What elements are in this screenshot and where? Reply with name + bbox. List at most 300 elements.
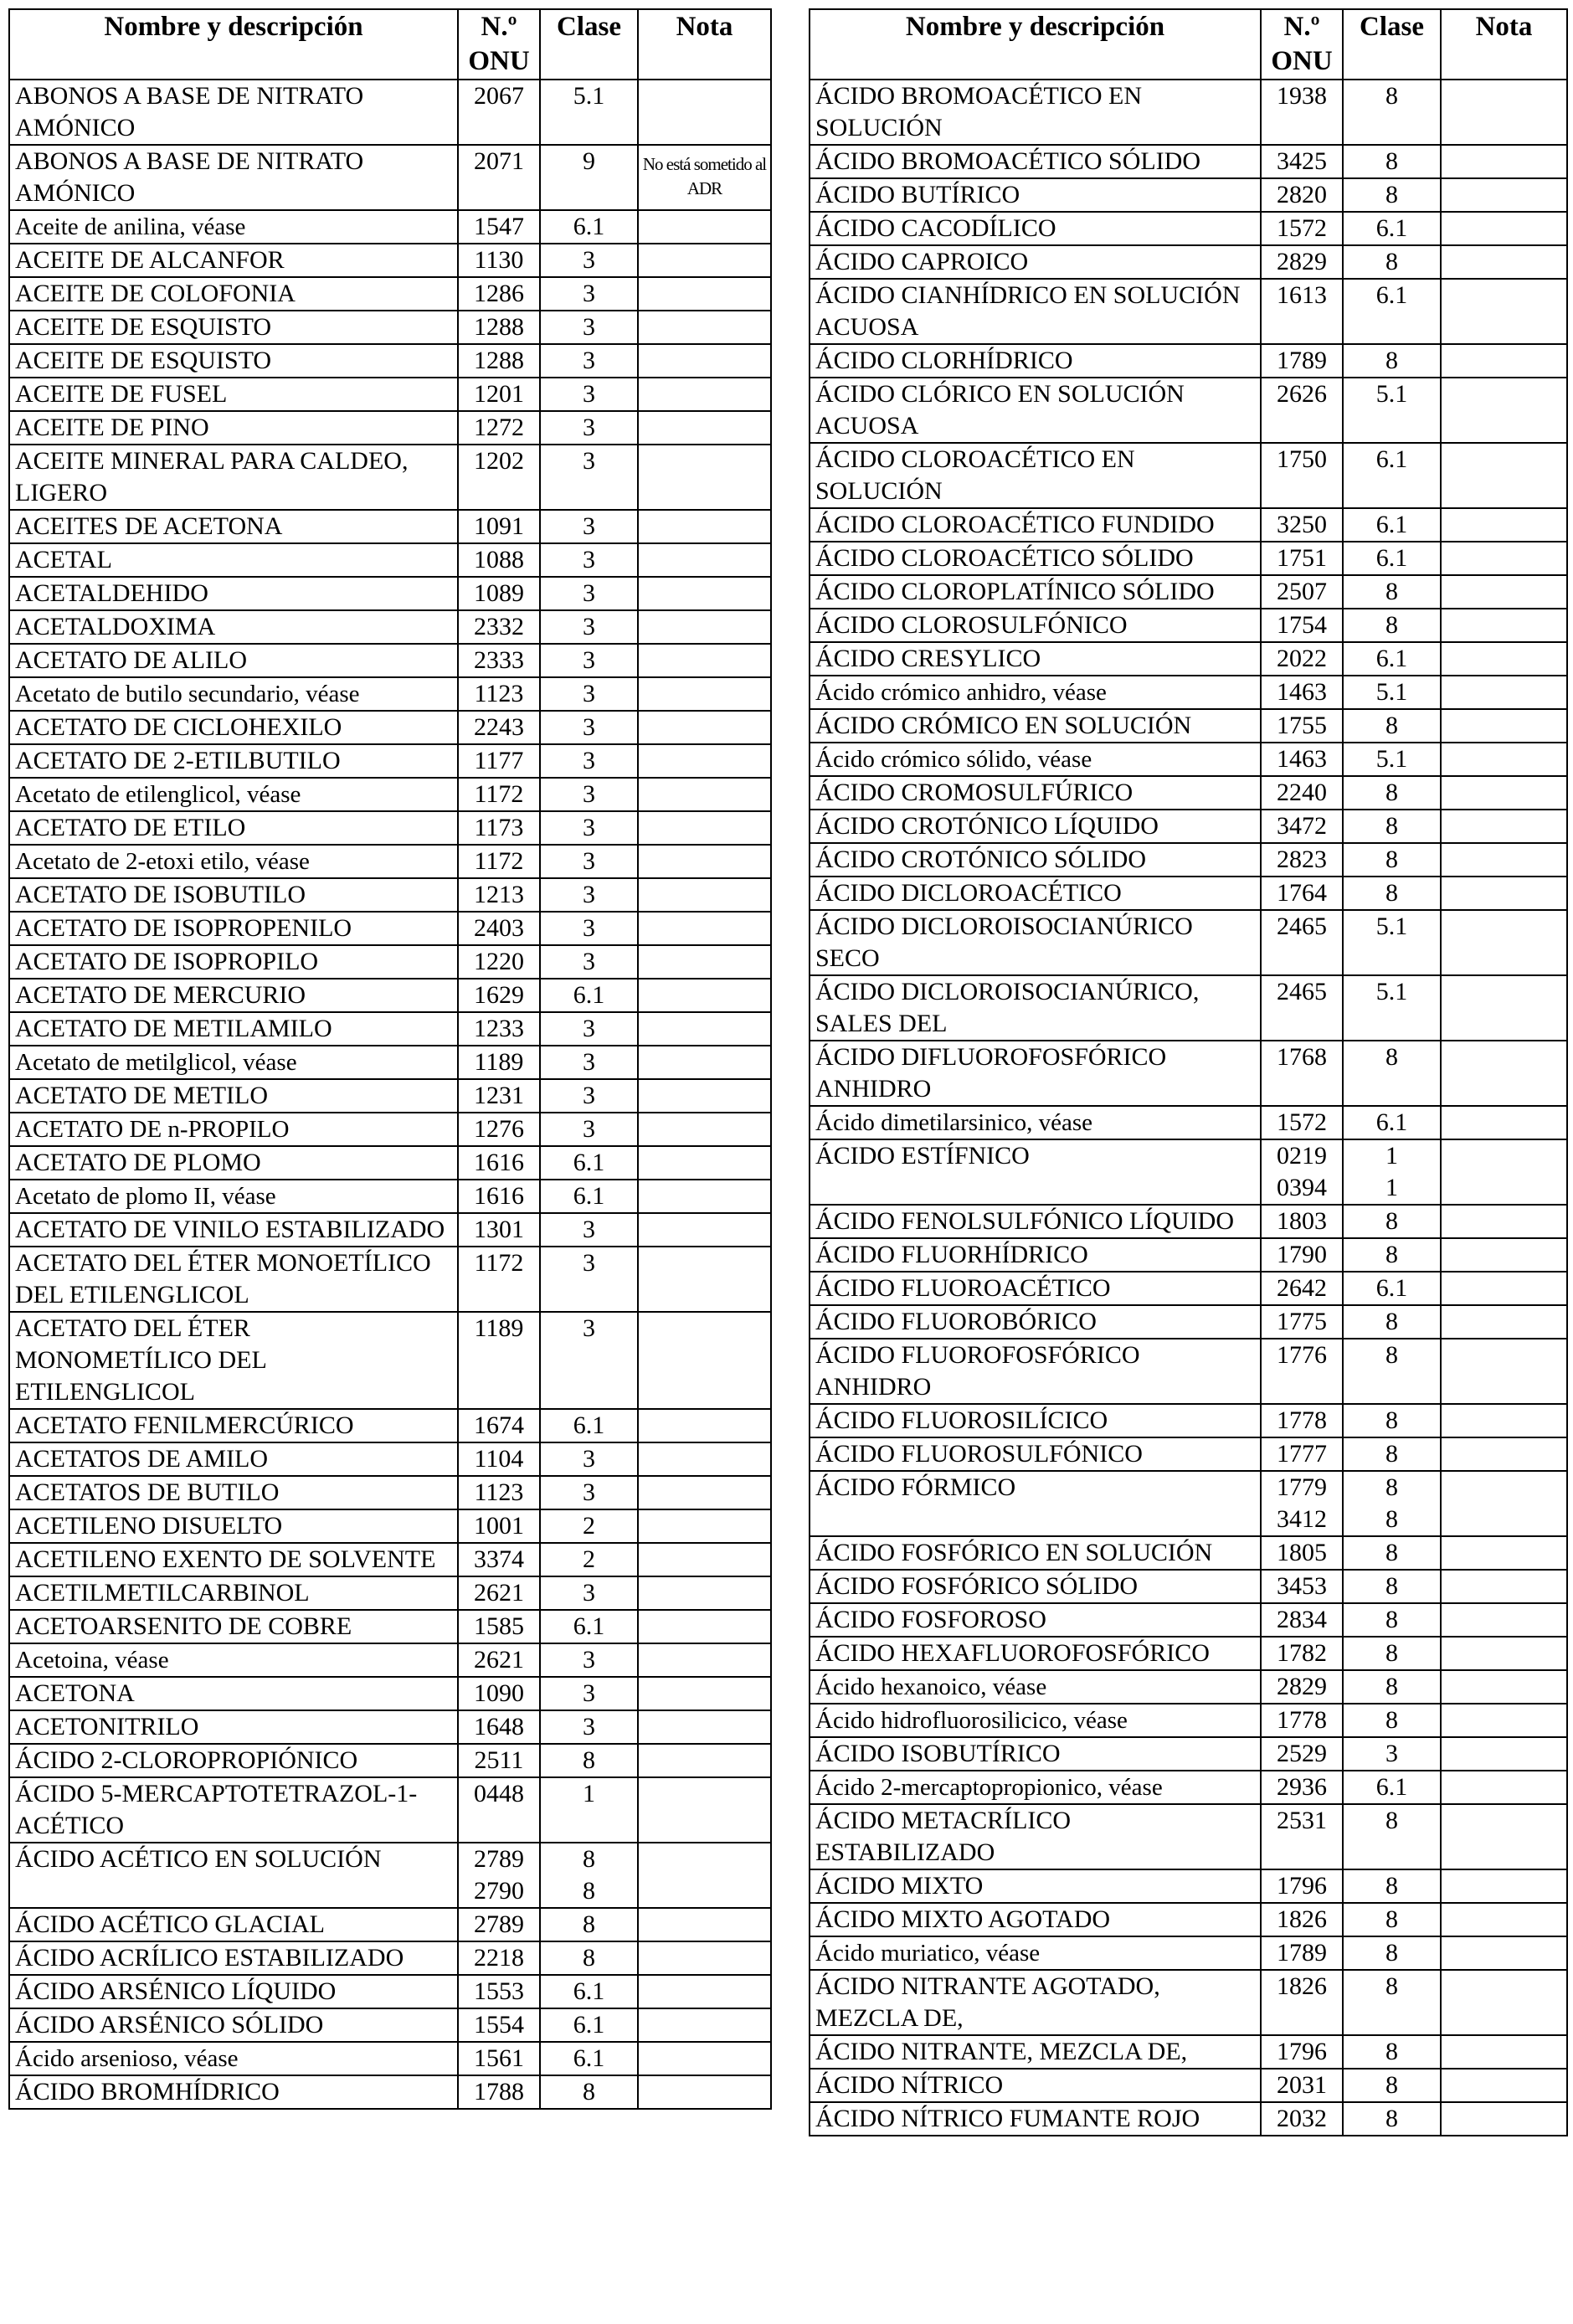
cell-onu: 1130	[458, 244, 540, 277]
table-row	[9, 1442, 771, 1476]
cell-name: ÁCIDO CLOROACÉTICO FUNDIDO	[810, 508, 1261, 542]
table-row	[9, 744, 771, 778]
cell-clase: 6.1	[540, 2042, 638, 2075]
cell-nota	[1441, 279, 1567, 344]
cell-clase: 3	[540, 411, 638, 445]
cell-name: Ácido dimetilarsinico, véase	[810, 1106, 1261, 1139]
header-nota: Nota	[1441, 9, 1567, 80]
cell-name: ÁCIDO CROMOSULFÚRICO	[810, 776, 1261, 810]
cell-name: ACETILMETILCARBINOL	[9, 1576, 458, 1610]
cell-nota	[638, 344, 771, 378]
cell-name: ÁCIDO METACRÍLICO ESTABILIZADO	[810, 1804, 1261, 1869]
cell-onu: 2332	[458, 610, 540, 644]
left-table	[8, 8, 772, 2110]
table-row	[810, 2035, 1567, 2069]
cell-clase: 6.1	[1343, 212, 1441, 245]
cell-clase: 6.1	[540, 1409, 638, 1442]
cell-name: ACETALDEHIDO	[9, 577, 458, 610]
cell-onu: 2511	[458, 1744, 540, 1777]
cell-name: Ácido crómico anhidro, véase	[810, 676, 1261, 709]
cell-clase: 3	[540, 677, 638, 711]
table-row	[9, 577, 771, 610]
cell-onu: 1172	[458, 1247, 540, 1312]
cell-onu: 1768	[1261, 1041, 1343, 1106]
cell-onu: 1201	[458, 378, 540, 411]
cell-onu: 1561	[458, 2042, 540, 2075]
cell-onu: 1272	[458, 411, 540, 445]
cell-name: ACETATO DE METILAMILO	[9, 1012, 458, 1046]
cell-onu: 1755	[1261, 709, 1343, 743]
table-row	[810, 776, 1567, 810]
table-row	[9, 244, 771, 277]
cell-name: ACEITES DE ACETONA	[9, 510, 458, 543]
table-row	[9, 1012, 771, 1046]
cell-nota	[1441, 1041, 1567, 1106]
table-row	[9, 1476, 771, 1509]
cell-name: ÁCIDO MIXTO AGOTADO	[810, 1903, 1261, 1936]
cell-name: ACEITE DE PINO	[9, 411, 458, 445]
cell-name: Ácido hexanoico, véase	[810, 1670, 1261, 1704]
cell-clase: 8	[1343, 344, 1441, 378]
cell-name: ÁCIDO CIANHÍDRICO EN SOLUCIÓN ACUOSA	[810, 279, 1261, 344]
cell-nota	[1441, 1205, 1567, 1238]
cell-nota	[1441, 609, 1567, 642]
cell-nota	[638, 1677, 771, 1710]
cell-nota	[638, 1509, 771, 1543]
cell-onu: 1803	[1261, 1205, 1343, 1238]
cell-clase: 3	[540, 1476, 638, 1509]
cell-nota	[638, 1247, 771, 1312]
table-row	[9, 1576, 771, 1610]
cell-onu: 1776	[1261, 1339, 1343, 1404]
header-name: Nombre y descripción	[810, 9, 1261, 80]
cell-nota	[638, 1312, 771, 1409]
cell-name: ACETATOS DE BUTILO	[9, 1476, 458, 1509]
cell-clase: 1	[540, 1777, 638, 1843]
cell-clase: 3	[540, 912, 638, 945]
cell-clase: 3	[540, 1312, 638, 1409]
cell-nota	[638, 1941, 771, 1975]
cell-onu: 3472	[1261, 810, 1343, 843]
cell-clase: 1 1	[1343, 1139, 1441, 1205]
table-row	[9, 2075, 771, 2109]
table-row	[810, 1536, 1567, 1570]
cell-clase: 6.1	[1343, 443, 1441, 508]
table-row	[9, 1543, 771, 1576]
cell-onu: 1463	[1261, 743, 1343, 776]
cell-name: ÁCIDO CAPROICO	[810, 245, 1261, 279]
cell-nota	[1441, 743, 1567, 776]
cell-name: ÁCIDO FLUORHÍDRICO	[810, 1238, 1261, 1272]
cell-nota	[1441, 1903, 1567, 1936]
cell-name: ABONOS A BASE DE NITRATO AMÓNICO	[9, 80, 458, 145]
cell-nota	[1441, 2102, 1567, 2136]
table-row	[810, 279, 1567, 344]
cell-clase: 3	[540, 1213, 638, 1247]
cell-onu: 1463	[1261, 676, 1343, 709]
cell-onu: 1288	[458, 344, 540, 378]
table-row	[9, 277, 771, 311]
cell-onu: 1553	[458, 1975, 540, 2008]
cell-clase: 3	[540, 577, 638, 610]
cell-onu: 3453	[1261, 1570, 1343, 1603]
cell-nota	[1441, 178, 1567, 212]
cell-clase: 6.1	[1343, 279, 1441, 344]
cell-onu: 2531	[1261, 1804, 1343, 1869]
table-row	[810, 642, 1567, 676]
table-row	[810, 2069, 1567, 2102]
cell-nota	[638, 811, 771, 845]
table-row	[9, 1247, 771, 1312]
cell-clase: 3	[540, 711, 638, 744]
cell-nota	[638, 1146, 771, 1180]
cell-onu: 1613	[1261, 279, 1343, 344]
table-row	[810, 2102, 1567, 2136]
cell-name: ÁCIDO FLUOROSILÍCICO	[810, 1404, 1261, 1437]
table-row	[810, 877, 1567, 910]
cell-onu: 2071	[458, 145, 540, 210]
cell-clase: 8	[540, 1744, 638, 1777]
cell-name: ACETATO DE PLOMO	[9, 1146, 458, 1180]
cell-nota	[638, 2075, 771, 2109]
cell-clase: 3	[1343, 1737, 1441, 1771]
cell-nota	[1441, 676, 1567, 709]
table-row	[9, 1113, 771, 1146]
cell-onu: 2829	[1261, 1670, 1343, 1704]
table-row	[9, 1908, 771, 1941]
cell-onu: 1778	[1261, 1704, 1343, 1737]
cell-onu: 1790	[1261, 1238, 1343, 1272]
cell-onu: 2031	[1261, 2069, 1343, 2102]
cell-nota	[638, 1409, 771, 1442]
table-row	[9, 1777, 771, 1843]
table-row	[810, 1570, 1567, 1603]
cell-nota	[638, 510, 771, 543]
table-row	[9, 878, 771, 912]
cell-nota	[638, 1543, 771, 1576]
cell-nota	[638, 711, 771, 744]
cell-name: ÁCIDO NITRANTE AGOTADO, MEZCLA DE,	[810, 1970, 1261, 2035]
cell-name: ACETATO DE VINILO ESTABILIZADO	[9, 1213, 458, 1247]
table-row	[9, 945, 771, 979]
cell-nota	[1441, 975, 1567, 1041]
cell-onu: 1796	[1261, 1869, 1343, 1903]
cell-clase: 2	[540, 1543, 638, 1576]
cell-nota	[1441, 344, 1567, 378]
cell-clase: 8	[1343, 843, 1441, 877]
cell-onu: 2621	[458, 1643, 540, 1677]
cell-nota	[1441, 1238, 1567, 1272]
table-row	[9, 1744, 771, 1777]
table-row	[9, 145, 771, 210]
header-row	[810, 9, 1567, 80]
table-row	[810, 1139, 1567, 1205]
table-row	[810, 1041, 1567, 1106]
cell-clase: 3	[540, 1576, 638, 1610]
cell-name: ÁCIDO NÍTRICO FUMANTE ROJO	[810, 2102, 1261, 2136]
cell-clase: 6.1	[1343, 642, 1441, 676]
cell-onu: 2820	[1261, 178, 1343, 212]
cell-onu: 1554	[458, 2008, 540, 2042]
cell-name: Ácido arsenioso, véase	[9, 2042, 458, 2075]
cell-clase: 3	[540, 1247, 638, 1312]
cell-clase: 3	[540, 644, 638, 677]
cell-clase: 8	[1343, 1869, 1441, 1903]
cell-clase: 3	[540, 1677, 638, 1710]
cell-name: ÁCIDO FOSFÓRICO EN SOLUCIÓN	[810, 1536, 1261, 1570]
cell-name: Ácido crómico sólido, véase	[810, 743, 1261, 776]
cell-clase: 3	[540, 1012, 638, 1046]
table-row	[9, 811, 771, 845]
cell-onu: 1938	[1261, 80, 1343, 145]
cell-nota	[638, 1213, 771, 1247]
cell-nota	[1441, 1471, 1567, 1536]
cell-clase: 8	[1343, 877, 1441, 910]
table-row	[9, 1046, 771, 1079]
cell-onu: 1231	[458, 1079, 540, 1113]
cell-name: ÁCIDO CLOROPLATÍNICO SÓLIDO	[810, 575, 1261, 609]
cell-name: ÁCIDO FLUOROFOSFÓRICO ANHIDRO	[810, 1339, 1261, 1404]
table-row	[810, 1903, 1567, 1936]
cell-onu: 1090	[458, 1677, 540, 1710]
cell-nota	[638, 1576, 771, 1610]
cell-name: ÁCIDO ACÉTICO EN SOLUCIÓN	[9, 1843, 458, 1908]
cell-name: Aceite de anilina, véase	[9, 210, 458, 244]
table-row	[810, 709, 1567, 743]
table-row	[9, 1312, 771, 1409]
cell-clase: 6.1	[1343, 1106, 1441, 1139]
cell-name: Acetato de 2-etoxi etilo, véase	[9, 845, 458, 878]
cell-onu: 2621	[458, 1576, 540, 1610]
cell-nota: No está sometido al ADR	[638, 145, 771, 210]
cell-onu: 2465	[1261, 910, 1343, 975]
table-row	[9, 344, 771, 378]
cell-nota	[638, 945, 771, 979]
cell-clase: 8	[1343, 1437, 1441, 1471]
cell-onu: 1089	[458, 577, 540, 610]
cell-clase: 6.1	[1343, 1272, 1441, 1305]
cell-clase: 3	[540, 277, 638, 311]
cell-clase: 8	[1343, 810, 1441, 843]
cell-name: ÁCIDO DICLOROACÉTICO	[810, 877, 1261, 910]
cell-onu: 2834	[1261, 1603, 1343, 1637]
cell-name: ACETATO DEL ÉTER MONOMETÍLICO DEL ETILENGLICOL	[9, 1312, 458, 1409]
cell-nota	[1441, 1106, 1567, 1139]
cell-name: ÁCIDO FLUOROACÉTICO	[810, 1272, 1261, 1305]
cell-nota	[638, 1180, 771, 1213]
cell-clase: 3	[540, 1643, 638, 1677]
cell-onu: 1177	[458, 744, 540, 778]
cell-clase: 3	[540, 744, 638, 778]
right-table	[809, 8, 1568, 2136]
cell-clase: 6.1	[540, 979, 638, 1012]
cell-onu: 2218	[458, 1941, 540, 1975]
table-row	[810, 178, 1567, 212]
cell-nota	[638, 411, 771, 445]
cell-name: ÁCIDO CACODÍLICO	[810, 212, 1261, 245]
cell-onu: 1796	[1261, 2035, 1343, 2069]
cell-onu: 1123	[458, 1476, 540, 1509]
table-row	[810, 1970, 1567, 2035]
cell-name: ACETATO DE 2-ETILBUTILO	[9, 744, 458, 778]
cell-name: ÁCIDO BROMHÍDRICO	[9, 2075, 458, 2109]
cell-clase: 6.1	[1343, 542, 1441, 575]
table-row	[810, 1339, 1567, 1404]
table-row	[9, 378, 771, 411]
cell-clase: 8	[1343, 609, 1441, 642]
cell-name: ÁCIDO MIXTO	[810, 1869, 1261, 1903]
cell-onu: 1288	[458, 311, 540, 344]
cell-onu: 1233	[458, 1012, 540, 1046]
table-row	[810, 245, 1567, 279]
cell-onu: 2333	[458, 644, 540, 677]
cell-name: ACETALDOXIMA	[9, 610, 458, 644]
table-row	[9, 80, 771, 145]
table-row	[810, 1238, 1567, 1272]
header-nota: Nota	[638, 9, 771, 80]
table-row	[810, 542, 1567, 575]
cell-onu: 1220	[458, 945, 540, 979]
cell-clase: 8	[540, 1908, 638, 1941]
cell-nota	[638, 1113, 771, 1146]
cell-name: ACETATO DE ISOPROPILO	[9, 945, 458, 979]
cell-clase: 6.1	[540, 1180, 638, 1213]
table-row	[810, 1737, 1567, 1771]
cell-onu: 1301	[458, 1213, 540, 1247]
cell-onu: 2507	[1261, 575, 1343, 609]
cell-name: ÁCIDO ACRÍLICO ESTABILIZADO	[9, 1941, 458, 1975]
cell-onu: 1189	[458, 1046, 540, 1079]
header-name: Nombre y descripción	[9, 9, 458, 80]
cell-name: ÁCIDO CROTÓNICO LÍQUIDO	[810, 810, 1261, 843]
cell-name: ACETILENO EXENTO DE SOLVENTE	[9, 1543, 458, 1576]
cell-onu: 1091	[458, 510, 540, 543]
cell-clase: 8	[1343, 1603, 1441, 1637]
table-row	[810, 1106, 1567, 1139]
cell-onu: 1213	[458, 878, 540, 912]
table-row	[810, 212, 1567, 245]
cell-clase: 3	[540, 811, 638, 845]
table-row	[810, 743, 1567, 776]
cell-onu: 2789	[458, 1908, 540, 1941]
cell-onu: 0219 0394	[1261, 1139, 1343, 1205]
cell-nota	[1441, 1139, 1567, 1205]
table-row	[810, 676, 1567, 709]
cell-onu: 2642	[1261, 1272, 1343, 1305]
cell-nota	[638, 979, 771, 1012]
table-row	[810, 1869, 1567, 1903]
cell-name: ÁCIDO CLOROACÉTICO SÓLIDO	[810, 542, 1261, 575]
cell-nota	[1441, 1305, 1567, 1339]
cell-nota	[638, 1975, 771, 2008]
table-row	[9, 210, 771, 244]
cell-name: ACETOARSENITO DE COBRE	[9, 1610, 458, 1643]
cell-clase: 8	[1343, 1970, 1441, 2035]
cell-name: ÁCIDO CLOROACÉTICO EN SOLUCIÓN	[810, 443, 1261, 508]
cell-clase: 8	[1343, 1339, 1441, 1404]
table-row	[810, 975, 1567, 1041]
cell-nota	[638, 677, 771, 711]
cell-nota	[1441, 2069, 1567, 2102]
cell-name: ÁCIDO HEXAFLUOROFOSFÓRICO	[810, 1637, 1261, 1670]
cell-clase: 3	[540, 1046, 638, 1079]
cell-onu: 3250	[1261, 508, 1343, 542]
cell-clase: 8	[1343, 1704, 1441, 1737]
table-row	[810, 344, 1567, 378]
cell-clase: 3	[540, 543, 638, 577]
cell-nota	[638, 1777, 771, 1843]
table-row	[9, 1643, 771, 1677]
cell-nota	[1441, 508, 1567, 542]
table-row	[810, 575, 1567, 609]
table-row	[9, 311, 771, 344]
cell-nota	[1441, 1737, 1567, 1771]
cell-name: ÁCIDO FOSFOROSO	[810, 1603, 1261, 1637]
table-row	[810, 1305, 1567, 1339]
header-row	[9, 9, 771, 80]
cell-nota	[638, 1710, 771, 1744]
cell-name: Ácido 2-mercaptopropionico, véase	[810, 1771, 1261, 1804]
cell-name: Ácido muriatico, véase	[810, 1936, 1261, 1970]
cell-onu: 1616	[458, 1146, 540, 1180]
cell-onu: 1172	[458, 845, 540, 878]
cell-nota	[1441, 1704, 1567, 1737]
table-row	[9, 1213, 771, 1247]
cell-clase: 3	[540, 378, 638, 411]
cell-clase: 8	[1343, 1404, 1441, 1437]
table-row	[810, 1205, 1567, 1238]
cell-nota	[1441, 877, 1567, 910]
cell-onu: 1286	[458, 277, 540, 311]
table-row	[810, 810, 1567, 843]
cell-name: ACEITE DE ESQUISTO	[9, 311, 458, 344]
header-clase: Clase	[540, 9, 638, 80]
cell-name: ACEITE DE ESQUISTO	[9, 344, 458, 378]
table-row	[9, 845, 771, 878]
cell-onu: 1001	[458, 1509, 540, 1543]
table-row	[9, 1677, 771, 1710]
cell-nota	[1441, 542, 1567, 575]
cell-onu: 2032	[1261, 2102, 1343, 2136]
cell-onu: 1779 3412	[1261, 1471, 1343, 1536]
cell-nota	[1441, 245, 1567, 279]
cell-clase: 8	[1343, 1205, 1441, 1238]
table-row	[9, 2042, 771, 2075]
cell-nota	[638, 878, 771, 912]
table-row	[9, 677, 771, 711]
cell-clase: 8	[1343, 1305, 1441, 1339]
cell-nota	[1441, 910, 1567, 975]
cell-nota	[638, 1843, 771, 1908]
cell-nota	[638, 577, 771, 610]
cell-name: ACETATO DE n-PROPILO	[9, 1113, 458, 1146]
cell-name: ÁCIDO DIFLUOROFOSFÓRICO ANHIDRO	[810, 1041, 1261, 1106]
cell-clase: 8	[1343, 145, 1441, 178]
cell-clase: 8 8	[1343, 1471, 1441, 1536]
cell-name: ACETATO DE ISOBUTILO	[9, 878, 458, 912]
cell-nota	[1441, 1339, 1567, 1404]
table-row	[9, 912, 771, 945]
cell-name: ACEITE MINERAL PARA CALDEO, LIGERO	[9, 445, 458, 510]
cell-onu: 2243	[458, 711, 540, 744]
right-table-body	[810, 80, 1567, 2136]
cell-nota	[1441, 378, 1567, 443]
cell-clase: 8 8	[540, 1843, 638, 1908]
cell-clase: 8	[1343, 1570, 1441, 1603]
table-row	[810, 80, 1567, 145]
cell-name: ACETATO DE MERCURIO	[9, 979, 458, 1012]
table-row	[810, 1471, 1567, 1536]
